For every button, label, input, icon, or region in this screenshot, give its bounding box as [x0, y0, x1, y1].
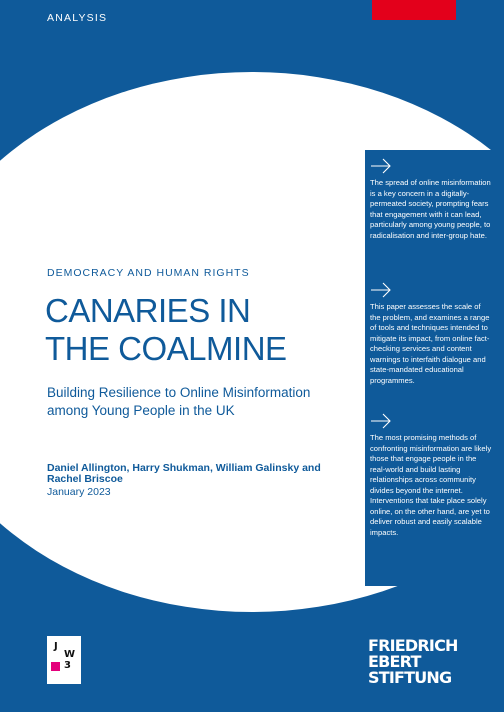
fes-logo-line-3: STIFTUNG — [368, 668, 452, 687]
title-line-2: THE COALMINE — [45, 330, 287, 367]
summary-block-2 — [370, 282, 492, 386]
summary-text-3: The most promising methods of confronting misinformation are likely those that engage people in the real-world and build lasting relationships across community divides beyond the internet. Interventions that take place solely online, on the other hand, are yet to deliver robust and easily scalable impacts. — [370, 433, 492, 537]
series-kicker: DEMOCRACY AND HUMAN RIGHTS — [47, 267, 250, 279]
summary-block-3 — [370, 413, 492, 538]
fes-logo-line-2: EBERT — [368, 652, 421, 671]
arrow-right-icon — [370, 158, 392, 174]
jw3-logo-3: 3 — [64, 660, 71, 671]
jw3-logo-j: J — [54, 641, 58, 652]
summary-text-1: The spread of online misinformation is a key concern in a digitally-permeated society, prompting fears that engagement with it can lead, particularly among young people, to radicalisation and inter-group hate. — [370, 178, 491, 240]
red-tab — [372, 0, 456, 20]
fes-logo-line-1: FRIEDRICH — [368, 636, 458, 655]
publication-date: January 2023 — [47, 486, 111, 498]
fes-logo — [368, 638, 458, 686]
jw3-pink-square — [51, 662, 60, 671]
jw3-logo-w: W — [64, 649, 76, 660]
summary-text-2: This paper assesses the scale of the problem, and examines a range of tools and techniques intended to mitigate its impact, from online fact-checking services and content warnings to interfaith dialogue and state-mandated educational programmes. — [370, 302, 490, 385]
arrow-right-icon — [370, 282, 392, 298]
arrow-right-icon — [370, 413, 392, 429]
subtitle: Building Resilience to Online Misinformation among Young People in the UK — [47, 385, 311, 418]
authors: Daniel Allington, Harry Shukman, William Galinsky and Rachel Briscoe — [47, 462, 321, 485]
jw3-logo — [47, 636, 81, 684]
page-title — [45, 292, 287, 368]
title-line-1: CANARIES IN — [45, 292, 251, 329]
summary-block-1 — [370, 158, 492, 241]
category-label: ANALYSIS — [47, 12, 108, 24]
